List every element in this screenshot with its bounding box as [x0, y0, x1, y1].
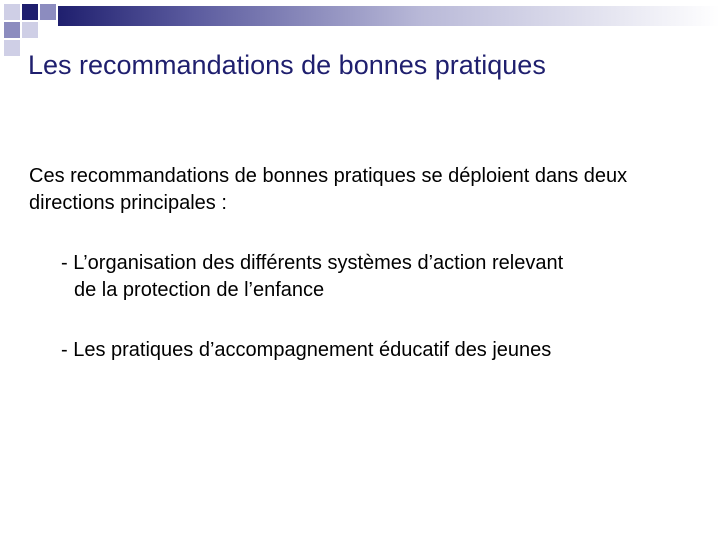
decor-square: [4, 22, 20, 38]
slide-title: Les recommandations de bonnes pratiques: [28, 50, 546, 80]
bullet-point-2-line-1: - Les pratiques d’accompagnement éducatif des jeunes: [61, 339, 552, 361]
decor-square: [22, 22, 38, 38]
header-gradient-band: [58, 6, 720, 26]
bullet-point-1: [61, 250, 701, 304]
decor-square: [4, 4, 20, 20]
bullet-point-1-line-1: - L’organisation des différents systèmes d’action relevant: [61, 252, 564, 274]
intro-paragraph: Ces recommandations de bonnes pratiques se déploient dans deux directions principales :: [29, 165, 628, 214]
decor-square: [22, 4, 38, 20]
bullet-point-2: [61, 337, 701, 364]
decor-square: [40, 4, 56, 20]
bullet-point-1-line-2: de la protection de l’enfance: [74, 279, 325, 301]
decor-square: [4, 40, 20, 56]
